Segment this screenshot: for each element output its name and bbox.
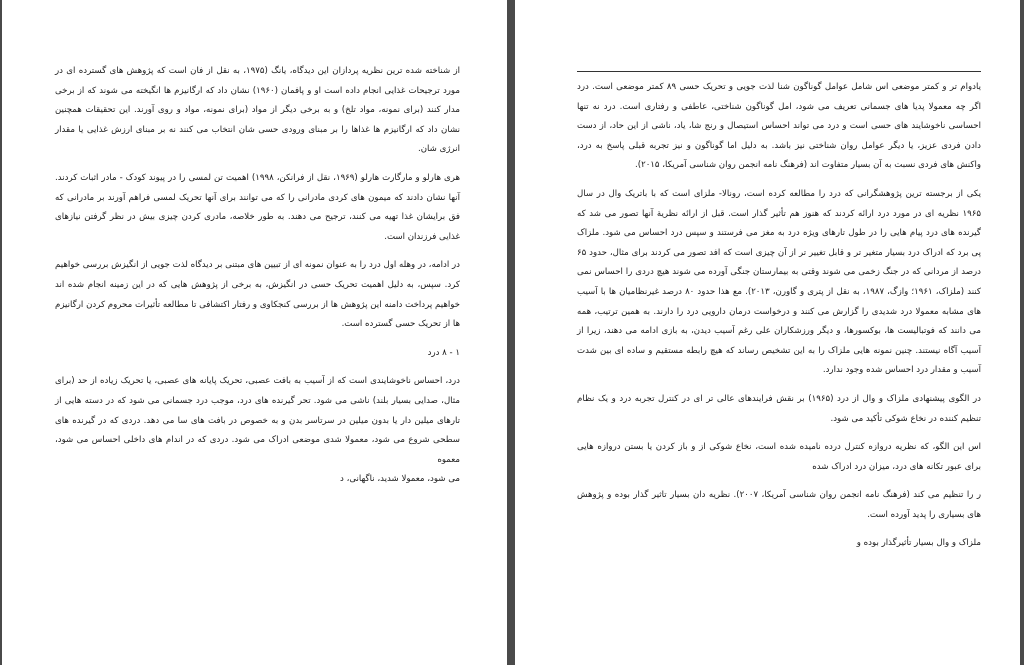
paragraph-continuation: در ادامه، در وهله اول درد را به عنوان نمونه ای از تبیین های مبتنی بر دیدگاه لذت جویی از انگیزش بررسی خواهیم کرد. سپس، به دلیل اهمیت تحریک حسی در انگیزش، به برخی از پژوهش هایی که در این زمینه انجام شده اند خواهیم پرداخت دامنه این پژوهش ها از بررسی کنجکاوی و رفتار اکتشافی تا مطالعه تأثیرات محروم کردن ارگانیزم ها از تحریک حسی گسترده است. — [55, 260, 460, 330]
header-rule — [577, 71, 981, 72]
paragraph-harlow-touch: هری هارلو و مارگارت هارلو (۱۹۶۹، نقل از فرانکن، ۱۹۹۸) اهمیت تن لمسی را در پیوند کودک - مادر اثبات کردند. آنها نشان دادند که میمون های کردی مادرانی را که می توانند برای آنها تحریک لمسی فراهم آورند بر مادرانی که فق برایشان غذا تهیه می کنند، ترجیح می دهند. به طور خلاصه، مادری کردن چیزی بیش در نظر گرفتن نیازهای غذایی فرزندان است. — [55, 172, 460, 242]
right-page-text — [577, 78, 981, 563]
paragraph-melzack-wall: یکی از برجسته ترین پژوهشگرانی که درد را مطالعه کرده است، رونالا- ملزای است که با باتریک وال در سال ۱۹۶۵ نظریه ای در مورد درد ارائه کردند که هنوز هم تأثیر گذار است. قبل از ارائه نظریة آنها تصور می شد که گیرنده های درد پیام هایی را در طول تارهای ویژه درد به مغز می فرستند و سپس درد احساس می شود. ملزاک پی برد که ادراک درد بسیار متغیر تر و قابل تغییر تر از آن چیزی است که افد تصور می کردند برای مثال، حدود ۶۵ درصد از مردانی که در جنگ زخمی می شوند وقتی به بیمارستان جنگی آورده می شوند هیچ دردی را احساس نمی کنند (ملزاک، ۱۹۶۱؛ وازگ، ۱۹۸۷، به نقل از پتری و گاورن، ۲۰۱۳). مع هذا حدود ۸۰ درصد غیرنظامیان ها با آسیب های مشابه معمولا درد شدیدی را گزارش می کنند و درخواست درمان دارویی درد را دارند. به همین ترتیب، همه می دانند که فوتبالیست ها، بوکسورها، و دیگر ورزشکاران علی رغم آسیب دیدن، به بازی ادامه می دهند، زیرا از آسیب آگاه نیستند. چنین نمونه هایی ملزاک را به این تشخیص رساند که هیچ رابطه مستقیم و ساده ای بین شدت آسیب و مقدار درد احساس شده وجود ندارد. — [577, 188, 981, 376]
section-heading-pain: ۱ - ۸ درد — [427, 347, 460, 358]
paragraph-pain-fragment: می شود، معمولا شدید، ناگهانی، د — [340, 474, 460, 485]
left-page-text — [55, 62, 460, 499]
paragraph-pain-definition: درد، احساس ناخوشایندی است که از آسیب به بافت عصبی، تحریک پایانه های عصبی، یا تحریک زیاده از حد (برای مثال، صدایی بسیار بلند) ناشی می شود. تحر گیرنده های درد، موجب درد جسمانی می شود که در دسته هایی از تارهای میلین دار یا بدون میلین در سرتاسر بدن و به خصوص در بافت های سا می دهد. دردی که در گیرنده های سطحی شروع می شود، معمولا شدی موضعی ادراک می شود. دردی که در اندام های داخلی احساس می شود، معموه — [55, 376, 460, 465]
paragraph-theory-influence: ر را تنظیم می کند (فرهنگ نامه انجمن روان شناسی آمریکا، ۲۰۰۷). نظریه دان بسیار تاثیر گذار بوده و پژوهش های بسیاری را پدید آورده است. — [577, 490, 981, 520]
paragraph-fragment: ملزاک و وال بسیار تأثیرگذار بوده و — [856, 538, 981, 549]
left-page — [2, 0, 507, 665]
paragraph-gate-control: اس این الگو، که نظریه دروازه کنترل درده نامیده شده است، نخاع شوکی از و باز کردن یا بستن دروازه هایی برای عبور تکانه های درد، میزان درد ادراک شده — [577, 442, 981, 472]
paragraph-pain-factors: یادوام تر و کمتر موضعی اس شامل عوامل گوناگون شنا لذت جویی و تحریک حسی ۸۹ کمتر موضعی است. درد اگر چه معمولا پدیا های جسمانی تعریف می شود، امل گوناگون شناختی، عاطفی و رفتاری است. درد نه تنها احساسی ناخوشایند های حسی است و درد می تواند احساس استیصال و رنج شا، یاد، ناشی از این حاد، از دست دادن فردی عزیز، یا دیگر عوامل روان شناختی نیز باشد. به دلیل اما گوناگون و نیز تجربه قبلی پاسخ به درد، واکنش های فردی نسبت به آن بسیار متفاوت اند (فرهنگ نامه انجمن روان شناسی آمریکا، ۲۰۱۵). — [577, 82, 981, 171]
paragraph-young-taste-preferences: از شناخته شده ترین نظریه پردازان این دیدگاه، یانگ (۱۹۷۵، به نقل از فان است که پژوهش های گسترده ای در مورد ترجیحات غذایی انجام داده است او و پافمان (۱۹۶۰) نشان داد که ارگانیزم ها انگیخته می شوند که از برخی مدار کنند (برای نمونه، مواد تلخ) و به برخی دیگر از مواد (برای نمونه، مواد و روی آورند. این تحقیقات همچنین نشان داد که ارگانیزم ها غذاها را بر مبنای ورودی حسی شان انتخاب می کنند نه بر مبنای ارزش غذایی یا مقدار انرژی شان. — [55, 66, 460, 155]
paragraph-gate-model: در الگوی پیشنهادی ملزاک و وال از درد (۱۹۶۵) بر نقش فرایندهای عالی تر ای در کنترل تجربه درد و یک نظام تنظیم کننده در نخاع شوکی تأکید می شود. — [577, 393, 981, 424]
right-page — [515, 0, 1020, 665]
